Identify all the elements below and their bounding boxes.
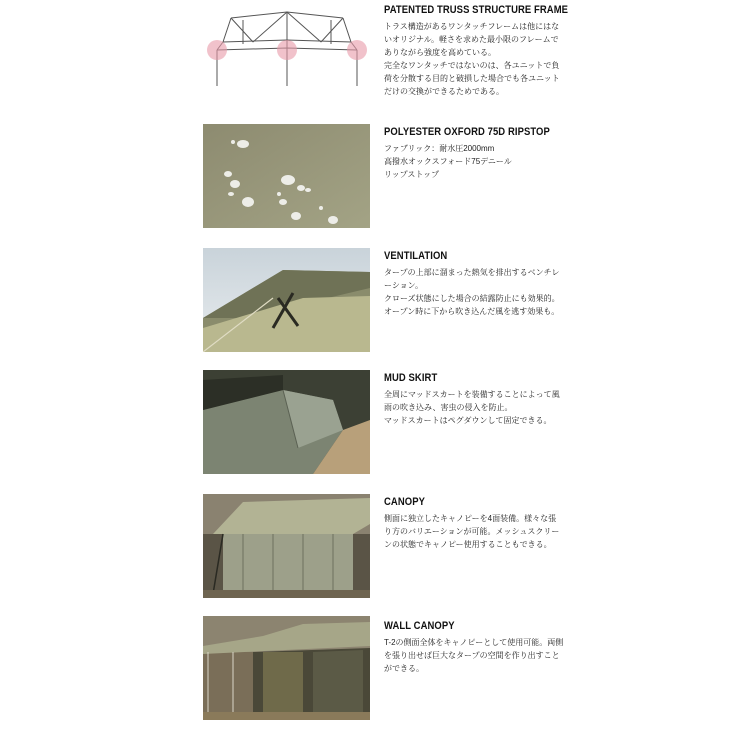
feature-paragraph: ファブリック：耐水圧2000mm (384, 144, 495, 153)
wall-canopy-image (203, 616, 370, 720)
feature-paragraph: 全周にマッドスカートを装備することによって風雨の吹き込み、害虫の侵入を防止。 (384, 390, 560, 412)
feature-fabric (0, 120, 756, 230)
feature-title: POLYESTER OXFORD 75D RIPSTOP (384, 126, 550, 138)
ventilation-photo-icon (203, 248, 370, 352)
feature-frame (0, 0, 756, 110)
feature-canopy-text (384, 496, 564, 551)
feature-canopy (0, 490, 756, 600)
feature-title: VENTILATION (384, 250, 448, 262)
feature-frame-text (384, 4, 569, 98)
water-droplets-fabric-icon (203, 124, 370, 228)
wall-canopy-photo-icon (203, 616, 370, 720)
feature-paragraph: 高撥水オックスフォード75デニール (384, 157, 512, 166)
feature-paragraph: 側面に独立したキャノピーを4面装備。様々な張り方のバリエーションが可能。メッシュスクリーンの状態でキャノピー使用することもできる。 (384, 514, 560, 549)
feature-paragraph: マッドスカートはペグダウンして固定できる。 (384, 416, 552, 425)
mud-skirt-image (203, 370, 370, 474)
feature-paragraph: リップストップ (384, 170, 440, 179)
feature-title: CANOPY (384, 496, 425, 508)
feature-body (384, 142, 564, 181)
ventilation-image (203, 248, 370, 352)
feature-wall-canopy (0, 614, 756, 724)
feature-ventilation-text (384, 250, 564, 318)
feature-wall-canopy-text (384, 620, 564, 675)
fabric-image (203, 124, 370, 228)
feature-body (384, 636, 564, 675)
feature-mud-skirt-text (384, 372, 564, 427)
feature-body (384, 512, 564, 551)
feature-title: MUD SKIRT (384, 372, 438, 384)
feature-title: WALL CANOPY (384, 620, 455, 632)
feature-body (384, 20, 564, 98)
mud-skirt-photo-icon (203, 370, 370, 474)
feature-paragraph: T-2の側面全体をキャノピーとして使用可能。両側を張り出せば巨大なタープの空間を作り出すことができる。 (384, 638, 564, 673)
feature-title: PATENTED TRUSS STRUCTURE FRAME (384, 4, 569, 16)
feature-paragraph: トラス構造があるワンタッチフレームは他にはないオリジナル。軽さを求めた最小限のフレームでありながら強度を高めている。 (384, 22, 560, 57)
canopy-photo-icon (203, 494, 370, 598)
feature-mud-skirt (0, 366, 756, 476)
frame-diagram-image (203, 0, 370, 92)
feature-paragraph: タープの上部に溜まった熱気を排出するベンチレーション。 (384, 268, 560, 290)
frame-diagram-icon (203, 0, 370, 92)
feature-body (384, 388, 564, 427)
feature-ventilation (0, 244, 756, 354)
feature-paragraph: クローズ状態にした場合の結露防止にも効果的。オープン時に下から吹き込んだ風を逃す効果も。 (384, 294, 560, 316)
feature-fabric-text (384, 126, 564, 181)
canopy-image (203, 494, 370, 598)
feature-paragraph: 完全なワンタッチではないのは、各ユニットで負荷を分散する目的と破損した場合でも各ユニットだけの交換ができるためである。 (384, 61, 560, 96)
feature-body (384, 266, 564, 318)
